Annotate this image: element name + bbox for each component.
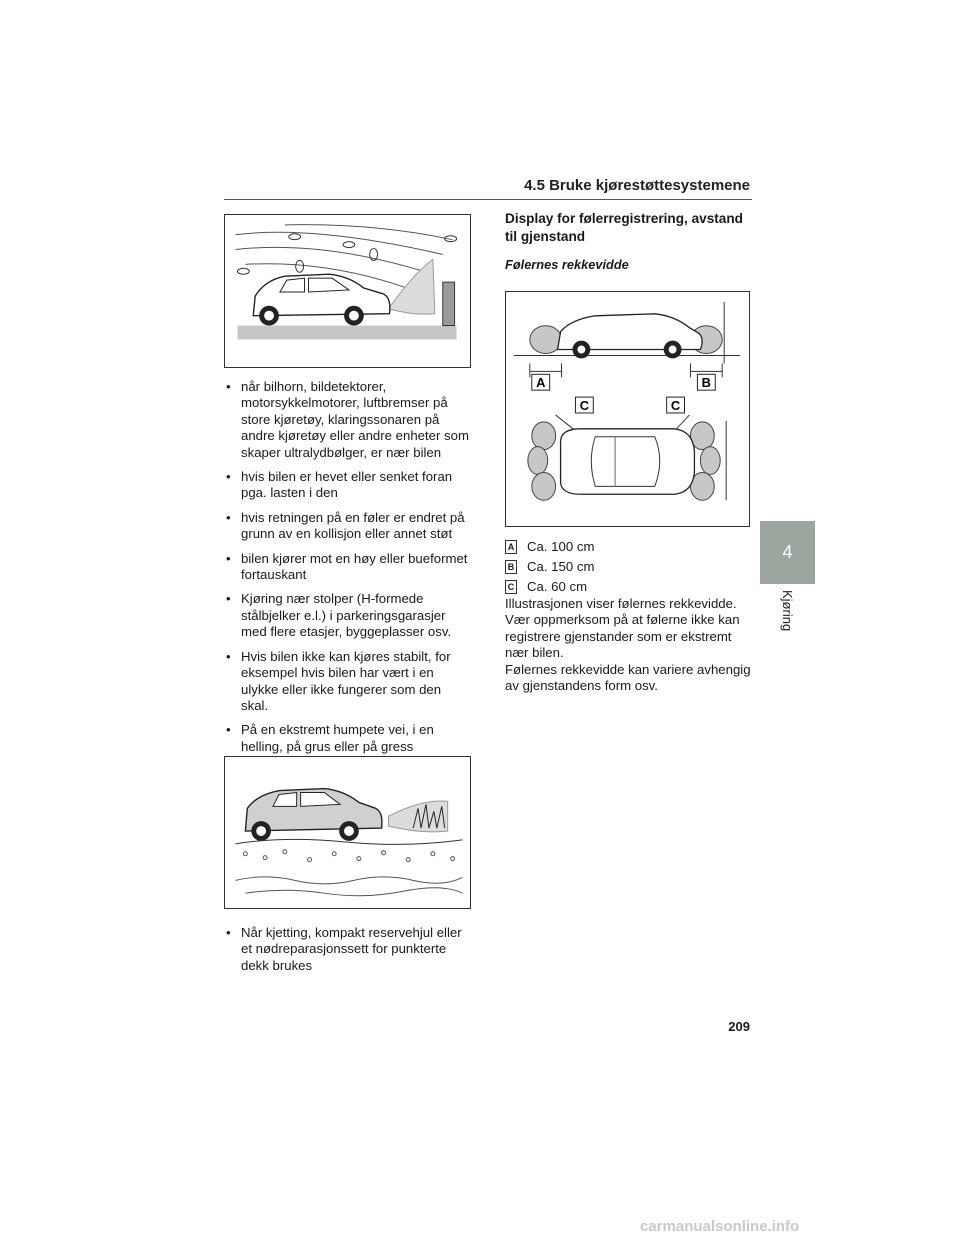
list-item: • Hvis bilen ikke kan kjøres stabilt, for eksempel hvis bilen har vært i en ulykke eller ikke fungerer som den skal. xyxy=(226,649,471,715)
legend-row-a xyxy=(505,537,755,557)
footer-watermark: carmanualsonline.info xyxy=(640,1218,800,1235)
condition-bullet-list-bottom xyxy=(226,925,471,982)
car-grass-illustration xyxy=(225,757,470,908)
list-item: • hvis retningen på en føler er endret på grunn av en kollisjon eller annet støt xyxy=(226,510,471,543)
figure-car-rough-road xyxy=(224,756,471,909)
list-item: • når bilhorn, bildetektorer, motorsykkelmotorer, luftbremser på store kjøretøy, klaringssonaren på andre kjøretøy eller andre enheter som skaper ultralydbølger, er nær bilen xyxy=(226,379,471,461)
condition-bullet-list xyxy=(226,379,471,763)
range-legend xyxy=(505,537,755,597)
sensor-range-diagram xyxy=(506,292,749,526)
legend-row-c xyxy=(505,577,755,597)
header-divider xyxy=(224,199,752,200)
section-heading: Display for følerregistrering, avstand til gjenstand xyxy=(505,211,743,244)
label-b: B xyxy=(701,375,711,391)
chapter-label-text: Kjøring xyxy=(780,590,795,632)
chapter-label xyxy=(779,590,795,650)
legend-key: B xyxy=(505,560,517,574)
chapter-tab: 4 xyxy=(760,521,815,584)
legend-key: C xyxy=(505,580,517,594)
label-c-right: C xyxy=(670,397,681,413)
figure-sensor-range xyxy=(505,291,750,527)
list-item: • bilen kjører mot en høy eller bueformet fortauskant xyxy=(226,551,471,584)
section-header-title: 4.5 Bruke kjørestøttesystemene xyxy=(524,177,750,194)
label-a: A xyxy=(536,375,546,391)
legend-text: Ca. 60 cm xyxy=(527,579,588,594)
legend-key: A xyxy=(505,540,517,554)
legend-text: Ca. 150 cm xyxy=(527,559,595,574)
paragraph: Illustrasjonen viser følernes rekkevidde. Vær oppmerksom på at følerne ikke kan registrere gjenstander som er ekstremt nær bilen. xyxy=(505,596,740,661)
figure-car-noise-interference xyxy=(224,214,471,368)
legend-row-b xyxy=(505,557,755,577)
list-item: • hvis bilen er hevet eller senket foran pga. lasten i den xyxy=(226,469,471,502)
legend-text: Ca. 100 cm xyxy=(527,539,595,554)
paragraph: Følernes rekkevidde kan variere avhengig av gjenstandens form osv. xyxy=(505,661,751,694)
range-description xyxy=(505,596,755,694)
page-number: 209 xyxy=(728,1019,750,1034)
subsection-heading: Følernes rekkevidde xyxy=(505,257,629,272)
car-weather-illustration xyxy=(225,215,470,367)
label-c-left: C xyxy=(579,397,590,413)
list-item: • På en ekstremt humpete vei, i en helling, på grus eller på gress xyxy=(226,722,471,755)
list-item: • Kjøring nær stolper (H-formede stålbjelker e.l.) i parkeringsgarasjer med flere etasjer, byggeplasser osv. xyxy=(226,591,471,640)
list-item: • Når kjetting, kompakt reservehjul eller et nødreparasjonssett for punkterte dekk brukes xyxy=(226,925,471,974)
